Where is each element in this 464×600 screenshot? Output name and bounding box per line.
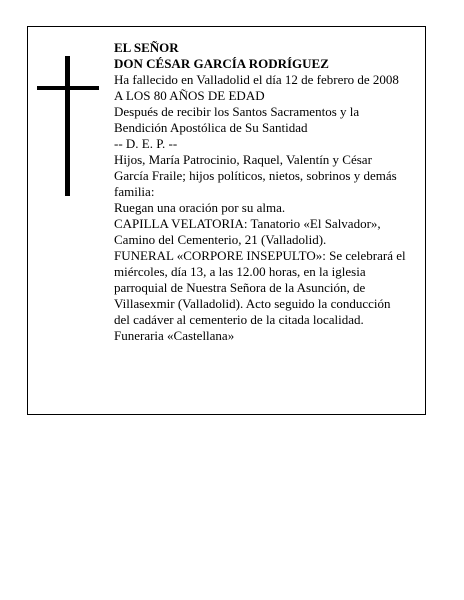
cross-icon bbox=[37, 56, 99, 196]
age-line: A LOS 80 AÑOS DE EDAD bbox=[114, 88, 265, 103]
family-line-2: García Fraile; hijos políticos, nietos, sobrinos y demás bbox=[114, 168, 397, 183]
family-line-1: Hijos, María Patrocinio, Raquel, Valentín y César bbox=[114, 152, 372, 167]
funeral-line-3: parroquial de Nuestra Señora de la Asunción, de bbox=[114, 280, 366, 295]
funeral-line-2: miércoles, día 13, a las 12.00 horas, en la iglesia bbox=[114, 264, 366, 279]
rip-line: -- D. E. P. -- bbox=[114, 136, 178, 151]
wake-chapel-line-2: Camino del Cementerio, 21 (Valladolid). bbox=[114, 232, 327, 247]
funeral-home-line: Funeraria «Castellana» bbox=[114, 328, 235, 343]
death-date-line: Ha fallecido en Valladolid el día 12 de febrero de 2008 bbox=[114, 72, 399, 87]
funeral-line-5: del cadáver al cementerio de la citada localidad. bbox=[114, 312, 364, 327]
sacraments-line-1: Después de recibir los Santos Sacramentos y la bbox=[114, 104, 360, 119]
sacraments-line-2: Bendición Apostólica de Su Santidad bbox=[114, 120, 308, 135]
prayer-request-line: Ruegan una oración por su alma. bbox=[114, 200, 286, 215]
funeral-line-4: Villasexmir (Valladolid). Acto seguido la conducción bbox=[114, 296, 391, 311]
deceased-name: DON CÉSAR GARCÍA RODRÍGUEZ bbox=[114, 56, 329, 71]
family-line-3: familia: bbox=[114, 184, 155, 199]
obituary-text bbox=[114, 40, 426, 344]
funeral-line-1: FUNERAL «CORPORE INSEPULTO»: Se celebrará el bbox=[114, 248, 406, 263]
cross-horizontal-bar bbox=[37, 86, 99, 90]
cross-vertical-bar bbox=[65, 56, 70, 196]
wake-chapel-line-1: CAPILLA VELATORIA: Tanatorio «El Salvador», bbox=[114, 216, 381, 231]
notice-title-line-1: EL SEÑOR bbox=[114, 40, 179, 55]
